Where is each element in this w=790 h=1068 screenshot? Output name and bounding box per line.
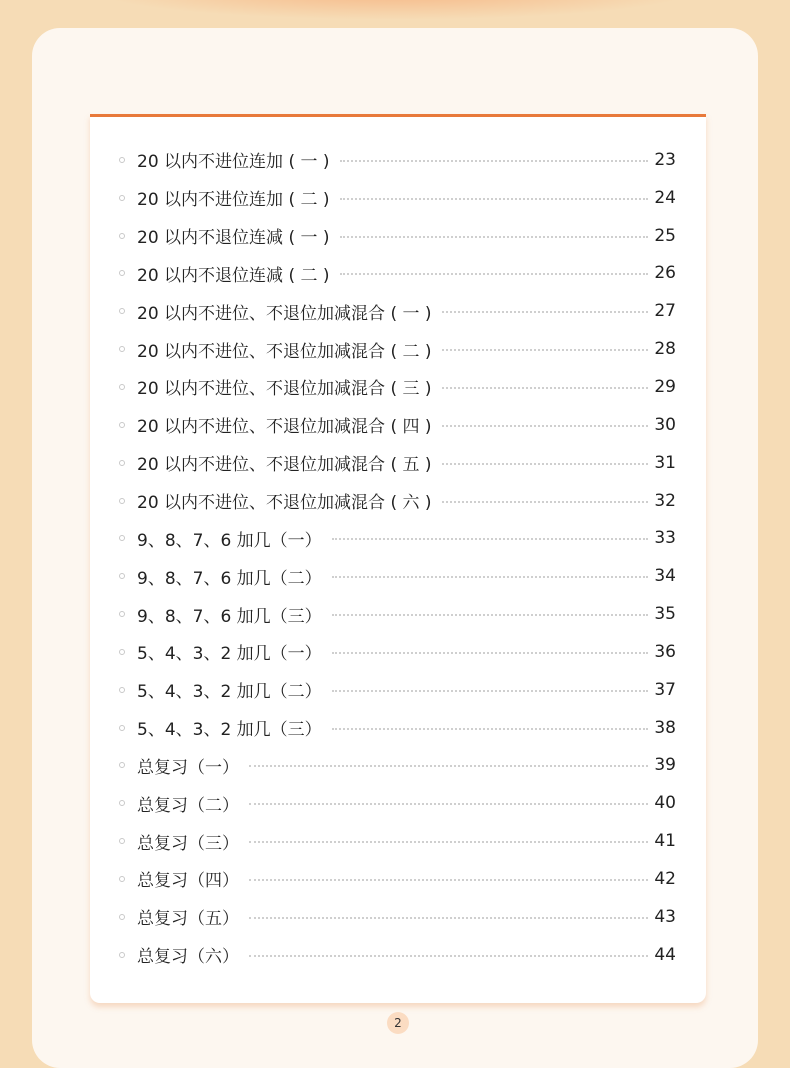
bullet-icon — [119, 914, 125, 920]
toc-entry-title: 总复习（一） — [137, 757, 239, 778]
toc-entry-title: 9、8、7、6 加几（二） — [137, 568, 322, 589]
bullet-icon — [119, 687, 125, 693]
toc-entry[interactable] — [90, 936, 706, 974]
toc-entry-title: 总复习（二） — [137, 795, 239, 816]
bullet-icon — [119, 573, 125, 579]
toc-entry-page: 34 — [654, 566, 676, 587]
dot-leader — [442, 463, 649, 465]
dot-leader — [249, 765, 648, 767]
bullet-icon — [119, 611, 125, 617]
dot-leader — [442, 349, 649, 351]
top-glow — [90, 0, 700, 20]
toc-entry[interactable] — [90, 217, 706, 255]
toc-entry-page: 33 — [654, 528, 676, 549]
toc-entry-title: 20 以内不进位、不退位加减混合 ( 六 ) — [137, 493, 432, 514]
toc-entry[interactable] — [90, 822, 706, 860]
dot-leader — [340, 236, 649, 238]
toc-entry-page: 27 — [654, 301, 676, 322]
dot-leader — [249, 841, 648, 843]
dot-leader — [249, 803, 648, 805]
dot-leader — [332, 728, 649, 730]
dot-leader — [332, 690, 649, 692]
toc-entry-page: 26 — [654, 263, 676, 284]
toc-entry-page: 32 — [654, 490, 676, 511]
toc-entry-page: 37 — [654, 679, 676, 700]
toc-entry-title: 5、4、3、2 加几（二） — [137, 682, 322, 703]
toc-entry-title: 总复习（六） — [137, 947, 239, 968]
toc-entry-title: 20 以内不进位连加 ( 一 ) — [137, 152, 330, 173]
toc-entry[interactable] — [90, 141, 706, 179]
bullet-icon — [119, 157, 125, 163]
bullet-icon — [119, 800, 125, 806]
toc-entry[interactable] — [90, 633, 706, 671]
toc-entry-title: 5、4、3、2 加几（三） — [137, 720, 322, 741]
toc-entry-page: 36 — [654, 641, 676, 662]
dot-leader — [340, 160, 649, 162]
bullet-icon — [119, 346, 125, 352]
toc-list — [90, 141, 706, 974]
page-card — [32, 28, 758, 1068]
toc-entry-page: 38 — [654, 717, 676, 738]
dot-leader — [442, 425, 649, 427]
toc-entry-title: 总复习（四） — [137, 871, 239, 892]
page-number-badge: 2 — [387, 1012, 409, 1034]
dot-leader — [332, 652, 649, 654]
bullet-icon — [119, 725, 125, 731]
toc-entry-page: 41 — [654, 831, 676, 852]
toc-entry-page: 44 — [654, 944, 676, 965]
bullet-icon — [119, 384, 125, 390]
bullet-icon — [119, 422, 125, 428]
dot-leader — [442, 501, 649, 503]
toc-entry-title: 20 以内不进位、不退位加减混合 ( 三 ) — [137, 379, 432, 400]
toc-entry-title: 20 以内不进位、不退位加减混合 ( 二 ) — [137, 341, 432, 362]
toc-entry-page: 29 — [654, 376, 676, 397]
bullet-icon — [119, 270, 125, 276]
bullet-icon — [119, 498, 125, 504]
toc-entry[interactable] — [90, 747, 706, 785]
toc-entry-title: 总复习（五） — [137, 909, 239, 930]
toc-entry[interactable] — [90, 179, 706, 217]
toc-entry[interactable] — [90, 671, 706, 709]
dot-leader — [442, 387, 649, 389]
toc-entry-title: 20 以内不进位、不退位加减混合 ( 四 ) — [137, 417, 432, 438]
bullet-icon — [119, 233, 125, 239]
dot-leader — [332, 576, 649, 578]
dot-leader — [249, 955, 648, 957]
bullet-icon — [119, 460, 125, 466]
toc-entry-page: 25 — [654, 225, 676, 246]
toc-entry[interactable] — [90, 557, 706, 595]
toc-entry-page: 35 — [654, 604, 676, 625]
toc-entry[interactable] — [90, 595, 706, 633]
toc-entry-page: 23 — [654, 149, 676, 170]
toc-entry-page: 28 — [654, 339, 676, 360]
toc-entry-title: 5、4、3、2 加几（一） — [137, 644, 322, 665]
toc-entry-page: 43 — [654, 906, 676, 927]
toc-entry-page: 39 — [654, 755, 676, 776]
toc-entry-title: 20 以内不进位、不退位加减混合 ( 一 ) — [137, 303, 432, 324]
toc-entry-page: 31 — [654, 452, 676, 473]
dot-leader — [249, 917, 648, 919]
dot-leader — [249, 879, 648, 881]
toc-entry-page: 30 — [654, 414, 676, 435]
toc-entry[interactable] — [90, 898, 706, 936]
bullet-icon — [119, 535, 125, 541]
toc-entry-title: 20 以内不退位连减 ( 一 ) — [137, 228, 330, 249]
bullet-icon — [119, 952, 125, 958]
bullet-icon — [119, 195, 125, 201]
dot-leader — [332, 538, 649, 540]
dot-leader — [340, 198, 649, 200]
toc-entry-page: 24 — [654, 187, 676, 208]
toc-entry[interactable] — [90, 709, 706, 747]
toc-sheet — [90, 114, 706, 1003]
bullet-icon — [119, 838, 125, 844]
toc-entry-page: 42 — [654, 868, 676, 889]
toc-entry[interactable] — [90, 519, 706, 557]
toc-entry[interactable] — [90, 292, 706, 330]
bullet-icon — [119, 308, 125, 314]
toc-entry[interactable] — [90, 368, 706, 406]
dot-leader — [442, 311, 649, 313]
toc-entry-title: 9、8、7、6 加几（三） — [137, 606, 322, 627]
bullet-icon — [119, 762, 125, 768]
bullet-icon — [119, 876, 125, 882]
toc-entry[interactable] — [90, 482, 706, 520]
bullet-icon — [119, 649, 125, 655]
toc-entry[interactable] — [90, 406, 706, 444]
toc-entry-title: 20 以内不退位连减 ( 二 ) — [137, 265, 330, 286]
toc-entry-page: 40 — [654, 793, 676, 814]
toc-entry-title: 总复习（三） — [137, 833, 239, 854]
toc-entry-title: 20 以内不进位连加 ( 二 ) — [137, 190, 330, 211]
toc-entry[interactable] — [90, 330, 706, 368]
toc-entry-title: 9、8、7、6 加几（一） — [137, 530, 322, 551]
toc-entry[interactable] — [90, 255, 706, 293]
toc-entry[interactable] — [90, 784, 706, 822]
toc-entry-title: 20 以内不进位、不退位加减混合 ( 五 ) — [137, 455, 432, 476]
toc-entry[interactable] — [90, 860, 706, 898]
dot-leader — [332, 614, 649, 616]
toc-entry[interactable] — [90, 444, 706, 482]
dot-leader — [340, 273, 649, 275]
